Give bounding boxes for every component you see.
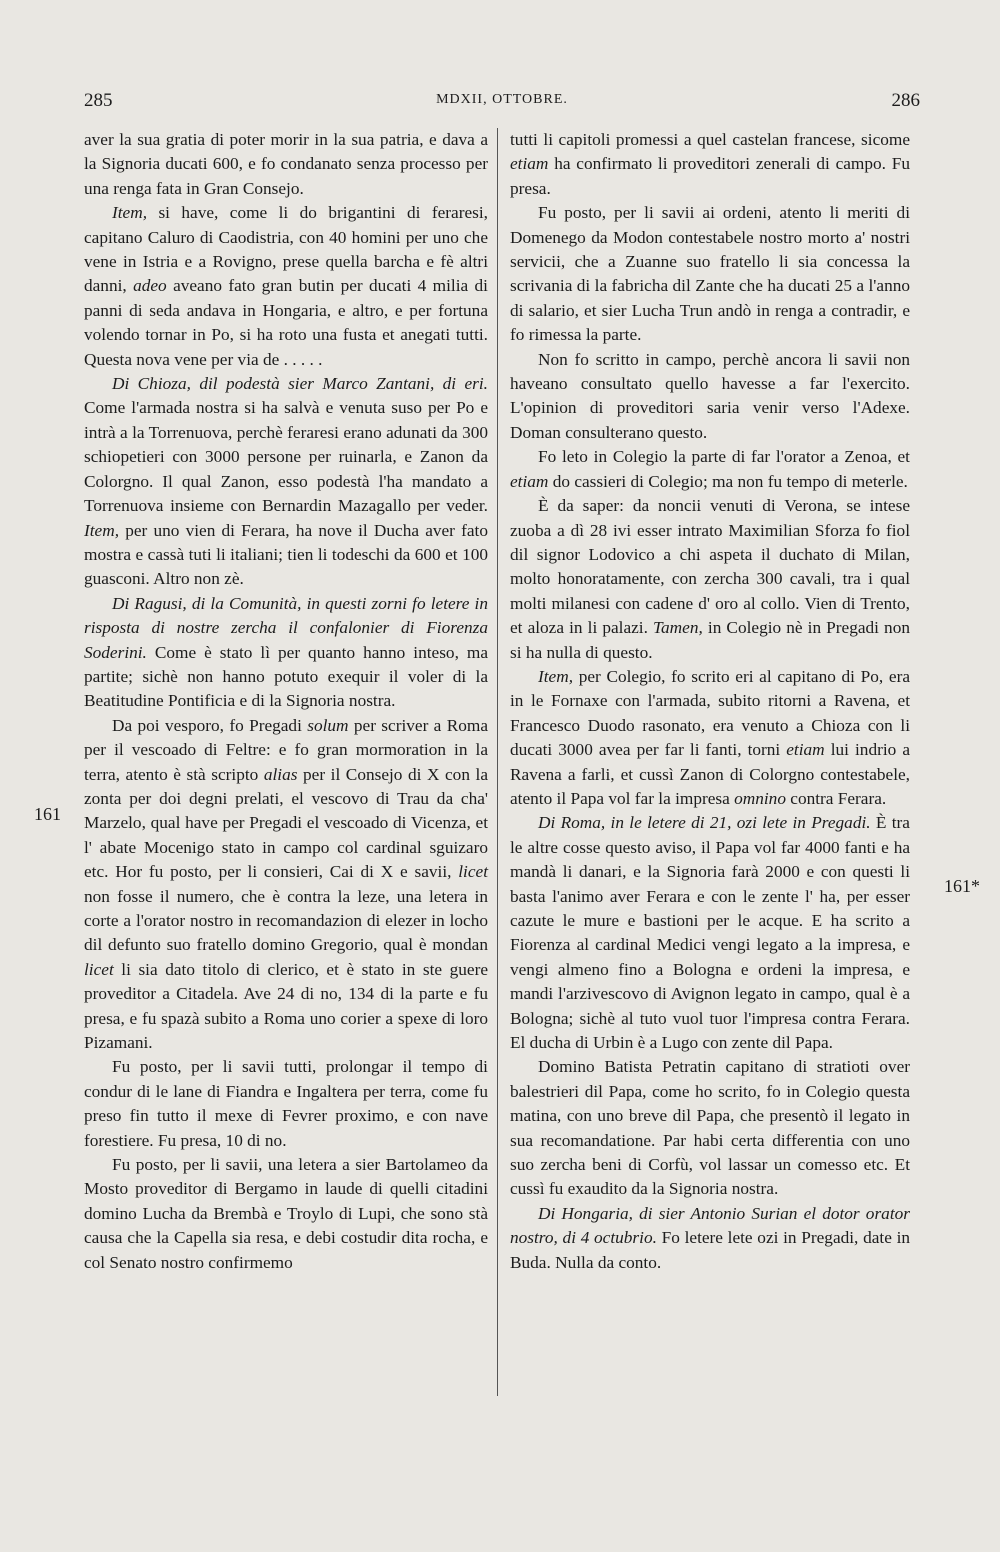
paragraph: È da saper: da noncii venuti di Verona, se intese zuoba a dì 28 ivi esser intrato Maximilian Sforza fo fiol dil signor Lodovico a chi aspeta il duchato di Milan, molto honoratamente, con zercha 300 cavali, tra i qual molti milanesi con cadene d' oro al collo. Vien di Trento, et aloza in li palazi. Tamen, in Colegio nè in Pregadi non si ha nulla di questo. xyxy=(510,496,910,662)
paragraph: Item, per Colegio, fo scrito eri al capitano di Po, era in le Fornaxe con l'armada, subito ritorni a Ravena, et Francesco Duodo rasonato, era venuto a Chioza con li ducati 3000 avea per far li fanti, torni etiam lui indrio a Ravena a farli, et cussì Zanon di Colorgno contestabele, atento il Papa vol far la impresa omnino contra Ferara. xyxy=(510,666,910,808)
margin-number-right: 161* xyxy=(944,876,980,896)
page-number-right: 286 xyxy=(891,90,920,111)
column-divider xyxy=(497,128,498,1396)
left-column xyxy=(84,128,488,1275)
paragraph: Di Hongaria, di sier Antonio Surian el dotor orator nostro, di 4 octubrio. Fo letere lete ozi in Pregadi, date in Buda. Nulla da conto. xyxy=(510,1203,911,1272)
paragraph: Di Chioza, dil podestà sier Marco Zantani, di eri. Come l'armada nostra si ha salvà e venuta suso per Po e intrà a la Torrenuova, perchè feraresi erano adunati da 300 schiopetieri con 3000 persone per ruinarla, e Zanon da Colorgno. Il qual Zanon, esso podestà l'ha mandato a Torrenuova insieme con Bernardin Mazagallo per veder. Item, per uno vien di Ferara, ha nove il Ducha aver fato mostra e cassà tuti li italiani; tien li todeschi da 600 et 100 guasconi. Altro non zè. xyxy=(84,374,488,589)
paragraph: Fu posto, per li savii tutti, prolongar il tempo di condur di le lane di Fiandra e Ingaltera per terra, come fu preso fin tutto il mexe di Fevrer proximo, e con nave forestiere. Fu presa, 10 di no. xyxy=(84,1057,488,1150)
paragraph: Di Roma, in le letere di 21, ozi lete in Pregadi. È tra le altre cosse questo aviso, il Papa vol far 4000 fanti e ha mandà li danari, e la Signoria farà 2000 e con questi li basta l'animo aver Ferara e con le zente l' ha, per esser cazute le mure e bastioni per le acque. E ha scrito a Fiorenza al cardinal Medici vengi legato a la impresa, e vengi almeno fino a Bologna e ordeni la impresa, e mandi l'arzivescovo di Avignon legato in campo, qual è a Bologna; sichè al tuto vuol tuor l'impresa contra Ferara. El ducha di Urbin è a Lugo con zente dil Papa. xyxy=(510,813,910,1053)
paragraph: Non fo scritto in campo, perchè ancora li savii non haveano consultato quello havesse a far l'exercito. L'opinion di proveditori saria venir verso l'Adexe. Doman consulterano questo. xyxy=(510,349,910,442)
right-column xyxy=(510,128,910,1275)
running-header xyxy=(84,90,920,120)
paragraph: Item, si have, come li do brigantini di feraresi, capitano Caluro di Caodistria, con 40 homini per uno che vene in Istria e a Rovigno, prese quella barcha e fè altri danni, adeo aveano fato gran butin per ducati 4 milia di panni di seda andava in Hongaria, e altro, e per fortuna volendo tornar in Po, si ha roto una fusta et anegati tutti. Questa nova vene per via de . . . . . xyxy=(84,203,488,369)
margin-number-left: 161 xyxy=(34,804,61,824)
paragraph: Da poi vesporo, fo Pregadi solum per scriver a Roma per il vescoado di Feltre: e fo gran mormoration in la terra, atento è stà scripto alias per il Consejo di X con la zonta per doi degni prelati, el vescovo di Trau da cha' Marzelo, qual have per Pregadi el vescoado di Vicenza, et l' abate Mocenigo stato in campo col cardinal sguizaro etc. Hor fu posto, per li consieri, Cai di X e savii, licet non fosse il numero, che è contra la leze, una letera in corte a l'orator nostro in recomandazion di elezer in locho dil defunto suo fratello domino Gregorio, qual è mondan licet li sia dato titolo di clerico, et è stato in ste guere proveditor a Citadela. Ave 24 di no, 134 di la parte e fu presa, e fu spazà subito a Roma uno corier a spexe di loro Pizamani. xyxy=(84,715,488,1053)
paragraph: Fu posto, per li savii ai ordeni, atento li meriti di Domenego da Modon contestabele nostro morto a' nostri servicii, che a Zuanne suo fratello li sia concessa la scrivania di la fabricha dil Zante che ha ducati 25 a l'anno di salario, et sier Lucha Trun andò in renga a contradir, e fo rimessa la parte. xyxy=(510,203,910,345)
paragraph: tutti li capitoli promessi a quel castelan francese, sicome etiam ha confirmato li proveditori zenerali di campo. Fu presa. xyxy=(510,130,910,198)
paragraph: aver la sua gratia di poter morir in la sua patria, e dava a la Signoria ducati 600, e fo condanato senza processo per una renga fata in Gran Consejo. xyxy=(84,130,488,198)
paragraph: Fu posto, per li savii, una letera a sier Bartolameo da Mosto proveditor di Bergamo in laude di quelli citadini domino Lucha da Brembà e Troylo di Lupi, che sono stà causa che la Capella sia resa, e debi costudir dita rocha, e col Senato nostro confirmemo xyxy=(84,1155,488,1272)
running-title: MDXII, OTTOBRE. xyxy=(436,92,568,107)
paragraph: Fo leto in Colegio la parte di far l'orator a Zenoa, et etiam do cassieri di Colegio; ma non fu tempo di meterle. xyxy=(510,447,910,491)
page-number-left: 285 xyxy=(84,90,113,111)
paragraph: Di Ragusi, di la Comunità, in questi zorni fo letere in risposta di nostre zercha il confalonier di Fiorenza Soderini. Come è stato lì per quanto hanno inteso, ma partite; sichè non hanno potuto exequir il voler di la Beatitudine Pontificia e di la Signoria nostra. xyxy=(84,593,488,711)
paragraph: Domino Batista Petratin capitano di stratioti over balestrieri dil Papa, come ho scrito, fo in Colegio questa matina, con uno breve dil Papa, che presentò il legato in sua recomandatione. Par habi certa differentia con uno suo zercha beni di Corfù, vol lassar un comesso etc. Et cussì fu exaudito da la Signoria nostra. xyxy=(510,1057,910,1199)
